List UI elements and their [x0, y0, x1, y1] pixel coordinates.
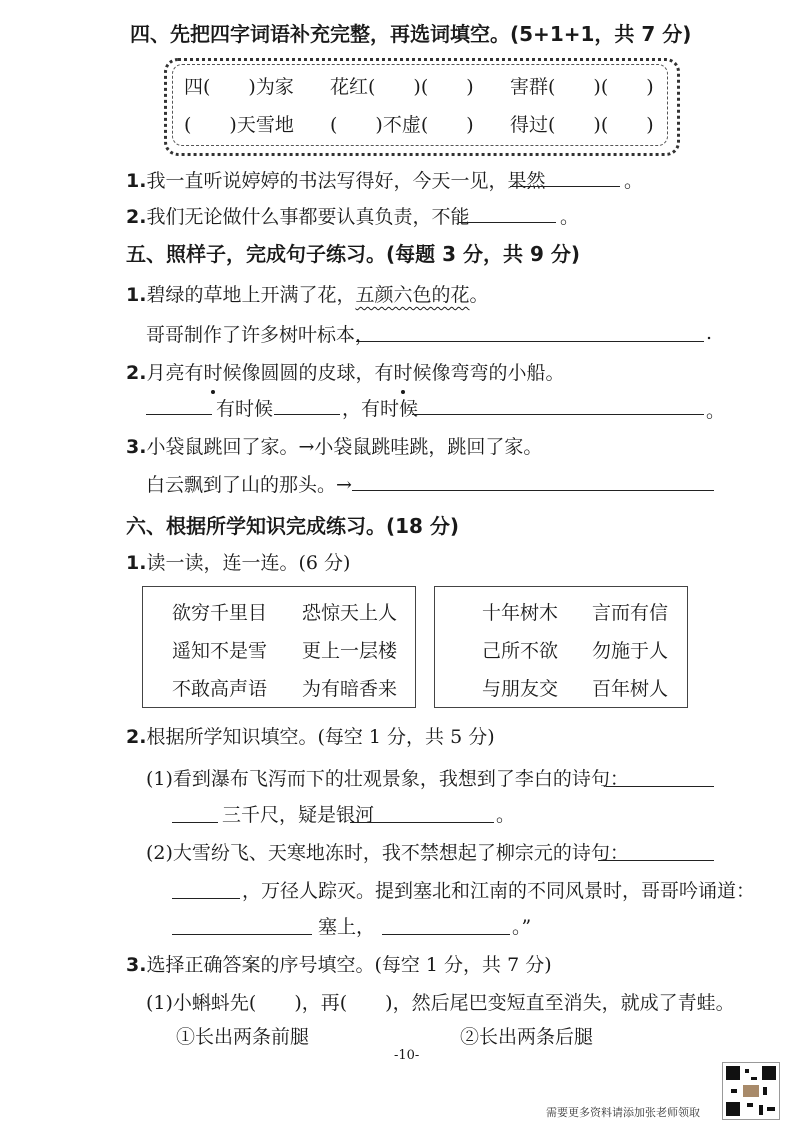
- question-number: 3.: [126, 436, 147, 458]
- answer-line[interactable]: [356, 341, 704, 342]
- question-text: 我们无论做什么事都要认真负责，不能: [146, 206, 470, 228]
- answer-line[interactable]: [172, 934, 312, 935]
- sentence-end: 。”: [512, 916, 532, 938]
- sentence-end: 。: [624, 170, 644, 192]
- match-item[interactable]: 十年树木: [482, 602, 559, 624]
- s5-q3-task: 白云飘到了山的那头。→: [146, 474, 352, 496]
- match-item[interactable]: 百年树人: [592, 678, 669, 700]
- example-text: 月亮: [146, 362, 185, 384]
- example-text: 像圆圆的皮球，: [241, 362, 375, 384]
- question-text: 根据所学知识填空。(每空 1 分，共 5 分): [146, 726, 495, 748]
- question-number: 2.: [126, 726, 147, 748]
- sentence-end: 。: [706, 400, 726, 422]
- qr-code-icon: [722, 1062, 780, 1120]
- question-text: 读一读，连一连。(6 分): [146, 552, 351, 574]
- s5-q2-example: [126, 358, 565, 385]
- s5-q2-task-a: 有时候: [216, 398, 274, 420]
- section5-heading: 五、照样子，完成句子练习。(每题 3 分，共 9 分): [126, 242, 580, 266]
- s5-q1-example: [126, 280, 489, 307]
- option-2: ②长出两条后腿: [460, 1026, 594, 1048]
- sentence-end: 。: [469, 284, 489, 306]
- s6-q3-1: (1)小蝌蚪先( )，再( )，然后尾巴变短直至消失，就成了青蛙。: [146, 992, 735, 1014]
- dotted-phrase-text: 有时候: [184, 358, 241, 385]
- word-4: ( )天雪地: [184, 114, 294, 136]
- example-text: 像弯弯的小船。: [431, 362, 565, 384]
- s5-q2-task-b: ，有时候: [342, 398, 419, 420]
- s5-q1-task: 哥哥制作了许多树叶标本，: [146, 324, 375, 346]
- answer-line[interactable]: [352, 490, 714, 491]
- example-text: 小袋鼠跳回了家。→小袋鼠跳哇跳，跳回了家。: [146, 436, 543, 458]
- dotted-phrase: [375, 362, 432, 384]
- section6-heading: 六、根据所学知识完成练习。(18 分): [126, 514, 460, 538]
- s6-q2-2-b: ，万径人踪灭。提到塞北和江南的不同风景时，哥哥吟诵道：: [242, 880, 756, 902]
- s5-q3-example: [126, 432, 542, 459]
- word-3: 害群( )( ): [510, 76, 654, 98]
- answer-line[interactable]: [274, 414, 340, 415]
- s6-q2-title: [126, 722, 495, 749]
- question-number: 2.: [126, 362, 147, 384]
- answer-line[interactable]: [510, 186, 620, 187]
- s6-q3-title: [126, 950, 552, 977]
- qr-caption: 需要更多资料请添加张老师领取: [546, 1106, 700, 1119]
- answer-line[interactable]: [412, 414, 704, 415]
- answer-line[interactable]: [598, 860, 714, 861]
- question-text: 我一直听说婷婷的书法写得好，今天一见，果然: [146, 170, 546, 192]
- page-number: -10-: [394, 1048, 420, 1063]
- s4-q2: [126, 202, 469, 229]
- marked-phrase: 五颜六色的花: [355, 284, 470, 306]
- sentence-end: .: [706, 322, 713, 344]
- answer-line[interactable]: [382, 934, 510, 935]
- answer-line[interactable]: [146, 414, 212, 415]
- word-6: 得过( )( ): [510, 114, 654, 136]
- answer-line[interactable]: [606, 786, 714, 787]
- sentence-end: 。: [496, 804, 516, 826]
- dotted-phrase-text: 有时候: [375, 358, 432, 385]
- question-number: 3.: [126, 954, 147, 976]
- answer-line[interactable]: [350, 822, 494, 823]
- match-item[interactable]: 己所不欲: [482, 640, 559, 662]
- s6-q2-1: (1)看到瀑布飞泻而下的壮观景象，我想到了李白的诗句：: [146, 768, 629, 790]
- match-item[interactable]: 与朋友交: [482, 678, 559, 700]
- answer-line[interactable]: [458, 222, 556, 223]
- question-number: 1.: [126, 284, 147, 306]
- question-number: 1.: [126, 170, 147, 192]
- example-text: 碧绿的草地上开满了花，: [146, 284, 356, 306]
- match-item[interactable]: 欲穷千里目: [172, 602, 268, 624]
- match-item[interactable]: 更上一层楼: [302, 640, 398, 662]
- s4-q1: [126, 166, 545, 193]
- s6-q2-1-b: 三千尺，疑是银河: [222, 804, 375, 826]
- question-number: 2.: [126, 206, 147, 228]
- word-1: 四( )为家: [184, 76, 294, 98]
- section4-heading: 四、先把四字词语补充完整，再选词填空。(5+1+1，共 7 分): [130, 22, 692, 46]
- word-5: ( )不虚( ): [330, 114, 474, 136]
- s6-q2-2-c: 塞上，: [318, 916, 376, 938]
- option-1: ①长出两条前腿: [176, 1026, 310, 1048]
- question-number: 1.: [126, 552, 147, 574]
- question-text: 选择正确答案的序号填空。(每空 1 分，共 7 分): [146, 954, 552, 976]
- dotted-phrase: [184, 362, 241, 384]
- match-item[interactable]: 为有暗香来: [302, 678, 398, 700]
- answer-line[interactable]: [172, 898, 240, 899]
- answer-line[interactable]: [172, 822, 218, 823]
- match-item[interactable]: 遥知不是雪: [172, 640, 268, 662]
- word-2: 花红( )( ): [330, 76, 474, 98]
- match-item[interactable]: 恐惊天上人: [302, 602, 398, 624]
- s6-q1-title: [126, 548, 350, 575]
- match-item[interactable]: 不敢高声语: [172, 678, 268, 700]
- match-item[interactable]: 勿施于人: [592, 640, 669, 662]
- s6-q2-2: (2)大雪纷飞、天寒地冻时，我不禁想起了柳宗元的诗句：: [146, 842, 629, 864]
- sentence-end: 。: [560, 206, 580, 228]
- match-item[interactable]: 言而有信: [592, 602, 669, 624]
